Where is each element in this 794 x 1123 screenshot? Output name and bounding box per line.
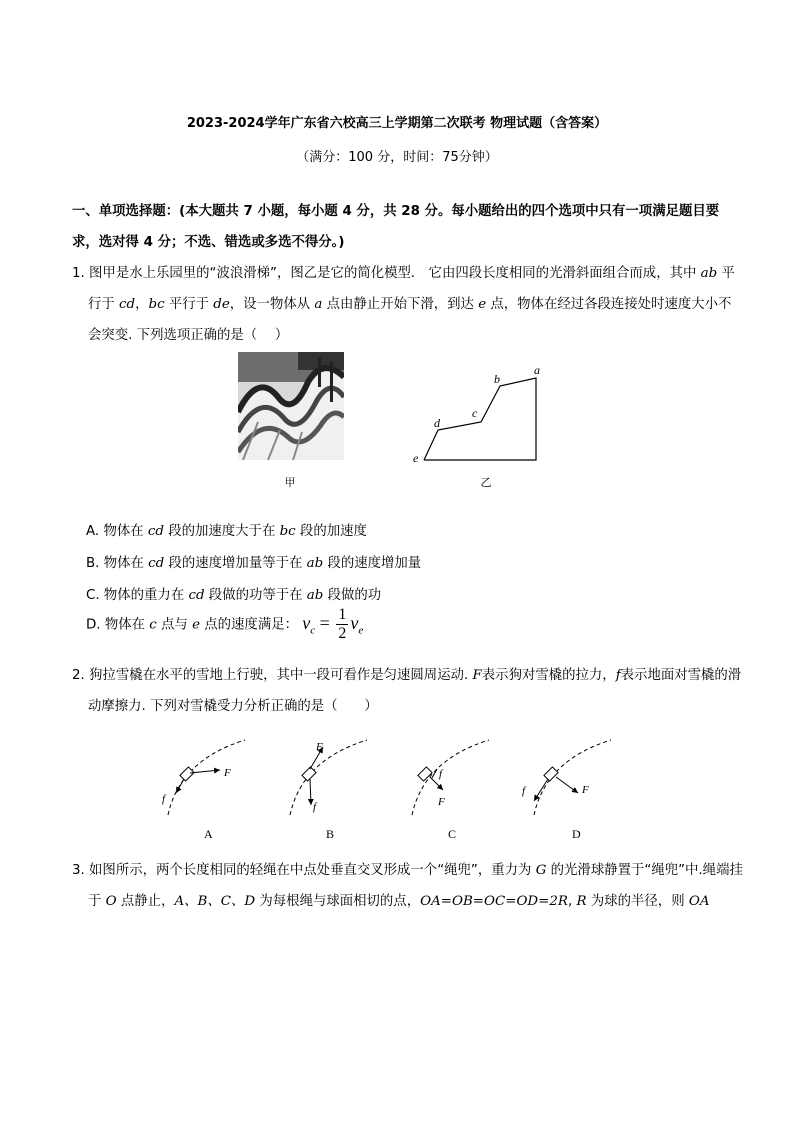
option-text: 段做的功 bbox=[323, 588, 382, 603]
force-F-a: F bbox=[224, 767, 231, 779]
point-label-d: d bbox=[434, 416, 440, 430]
option-term: ab bbox=[306, 588, 324, 603]
option-text: 段做的功等于在 bbox=[204, 588, 307, 603]
option-term: ab bbox=[306, 556, 324, 571]
force-f-a: f bbox=[162, 793, 166, 805]
q1-term: e bbox=[478, 297, 487, 312]
q3-text-part: , bbox=[567, 894, 577, 909]
q3-text-part: 如图所示，两个长度相同的轻绳在中点处垂直交叉形成一个“绳兜”，重力为 bbox=[89, 863, 536, 878]
q3-text-part: 为每根绳与球面相切的点， bbox=[255, 894, 421, 909]
q3-term: A、B、C、D bbox=[174, 894, 256, 909]
page-title: 2023-2024学年广东省六校高三上学期第二次联考 物理试题（含答案） bbox=[186, 116, 608, 131]
force-F-b: F bbox=[316, 741, 323, 753]
formula-var: v bbox=[302, 612, 311, 633]
option-text: 点与 bbox=[156, 617, 193, 633]
choice-c: C bbox=[448, 827, 457, 841]
option-term: c bbox=[149, 617, 157, 633]
q1-text-part: ，设一物体从 bbox=[229, 297, 315, 312]
formula-var: v bbox=[350, 612, 359, 633]
q2-text-part: 表示地面对雪橇的滑动摩擦力. 下列对雪橇受力分析正确的是（ ） bbox=[88, 668, 742, 714]
option-term: cd bbox=[188, 588, 205, 603]
force-f-b: f bbox=[313, 801, 317, 813]
option-term: e bbox=[192, 617, 200, 633]
q2-text-part: 表示狗对雪橇的拉力， bbox=[481, 668, 616, 683]
q3-term: OA=OB=OC=OD=2R bbox=[420, 894, 568, 909]
question-number: 3. bbox=[72, 863, 85, 878]
question-number: 2. bbox=[72, 668, 85, 683]
choice-d: D bbox=[572, 827, 581, 841]
question-number: 1. bbox=[72, 266, 85, 281]
option-term: bc bbox=[279, 524, 296, 539]
formula-sub: c bbox=[310, 624, 316, 637]
q1-text-part: 平行于 bbox=[164, 297, 214, 312]
option-a[interactable] bbox=[86, 520, 367, 539]
force-f-d: f bbox=[522, 785, 526, 797]
option-text: 段的速度增加量 bbox=[323, 556, 422, 571]
q3-term: O bbox=[105, 894, 117, 909]
q1-term: de bbox=[213, 297, 230, 312]
q2-text-part: 狗拉雪橇在水平的雪地上行驶，其中一段可看作是匀速圆周运动. bbox=[89, 668, 473, 683]
diagram-b[interactable] bbox=[290, 740, 367, 841]
q1-term: ab bbox=[700, 266, 718, 281]
section-heading: 一、单项选择题：(本大题共 7 小题，每小题 4 分，共 28 分。每小题给出的四个选项中只有一项满足题目要求，选对得 4 分；不选、错选或多选不得分。) bbox=[72, 204, 720, 250]
q2-term: f bbox=[615, 668, 621, 683]
point-label-a: a bbox=[534, 363, 540, 377]
option-label: C. bbox=[86, 588, 100, 603]
option-d[interactable] bbox=[86, 606, 363, 643]
force-F-d: F bbox=[582, 784, 589, 796]
option-text: 段的加速度 bbox=[295, 524, 367, 539]
option-text: 段的速度增加量等于在 bbox=[164, 556, 307, 571]
option-term: cd bbox=[148, 556, 165, 571]
fraction-denominator: 2 bbox=[338, 625, 347, 642]
page-subtitle: （满分：100 分，时间：75分钟） bbox=[296, 150, 498, 165]
question-2-text bbox=[72, 660, 743, 722]
q3-text-part: 点静止， bbox=[116, 894, 175, 909]
option-label: A. bbox=[86, 524, 100, 539]
q1-text-part: 点，物体在经过各段连接处时速度大小不会突变. 下列选项正确的是（ ） bbox=[88, 297, 732, 343]
q1-term: bc bbox=[148, 297, 165, 312]
slide-model-diagram bbox=[405, 360, 555, 465]
option-label: D. bbox=[86, 617, 101, 633]
option-text: 点的速度满足： bbox=[200, 617, 298, 633]
q1-term: cd bbox=[119, 297, 136, 312]
q2-term: F bbox=[472, 668, 482, 683]
q1-text-part: ， bbox=[135, 297, 149, 312]
q1-text-part: 点由静止开始下滑，到达 bbox=[322, 297, 479, 312]
option-c[interactable] bbox=[86, 584, 381, 603]
diagram-a[interactable] bbox=[162, 740, 245, 841]
fig-caption-jia: 甲 bbox=[284, 476, 296, 489]
q1-term: a bbox=[314, 297, 323, 312]
point-label-e: e bbox=[413, 451, 419, 465]
question-3-text bbox=[72, 855, 743, 917]
formula-eq: = bbox=[315, 612, 335, 633]
point-label-c: c bbox=[472, 406, 478, 420]
option-text: 物体的重力在 bbox=[99, 588, 189, 603]
q3-text-part: 为球的半径，则 bbox=[586, 894, 689, 909]
q3-text-part: 的光滑球静置于“绳兜”中.绳端挂于 bbox=[88, 863, 743, 909]
sled-force-diagrams bbox=[150, 735, 630, 845]
force-F-c: F bbox=[438, 796, 445, 808]
choice-b: B bbox=[326, 827, 335, 841]
option-term: cd bbox=[147, 524, 164, 539]
option-b[interactable] bbox=[86, 552, 421, 571]
force-f-c: f bbox=[439, 768, 443, 780]
option-text: 物体在 bbox=[100, 617, 150, 633]
q3-term: OA bbox=[688, 894, 710, 909]
wave-slide-photo bbox=[238, 352, 344, 460]
q3-term: R bbox=[576, 894, 587, 909]
option-text: 段的加速度大于在 bbox=[163, 524, 280, 539]
option-text: 物体在 bbox=[99, 556, 149, 571]
q3-term: G bbox=[535, 863, 547, 878]
q1-text-part: 平行于 bbox=[88, 266, 735, 312]
fig-caption-yi: 乙 bbox=[480, 476, 492, 489]
fraction-numerator: 1 bbox=[338, 606, 347, 623]
diagram-c[interactable] bbox=[412, 740, 489, 841]
diagram-d[interactable] bbox=[522, 740, 611, 841]
velocity-formula bbox=[302, 606, 364, 642]
formula-sub: e bbox=[358, 624, 364, 637]
choice-a: A bbox=[204, 827, 213, 841]
question-1-text bbox=[72, 258, 743, 351]
fraction bbox=[336, 606, 348, 643]
point-label-b: b bbox=[494, 372, 500, 386]
q1-text-part: 图甲是水上乐园里的“波浪滑梯”，图乙是它的简化模型． 它由四段长度相同的光滑斜面组合而成，其中 bbox=[89, 266, 701, 281]
option-text: 物体在 bbox=[99, 524, 148, 539]
option-label: B. bbox=[86, 556, 100, 571]
